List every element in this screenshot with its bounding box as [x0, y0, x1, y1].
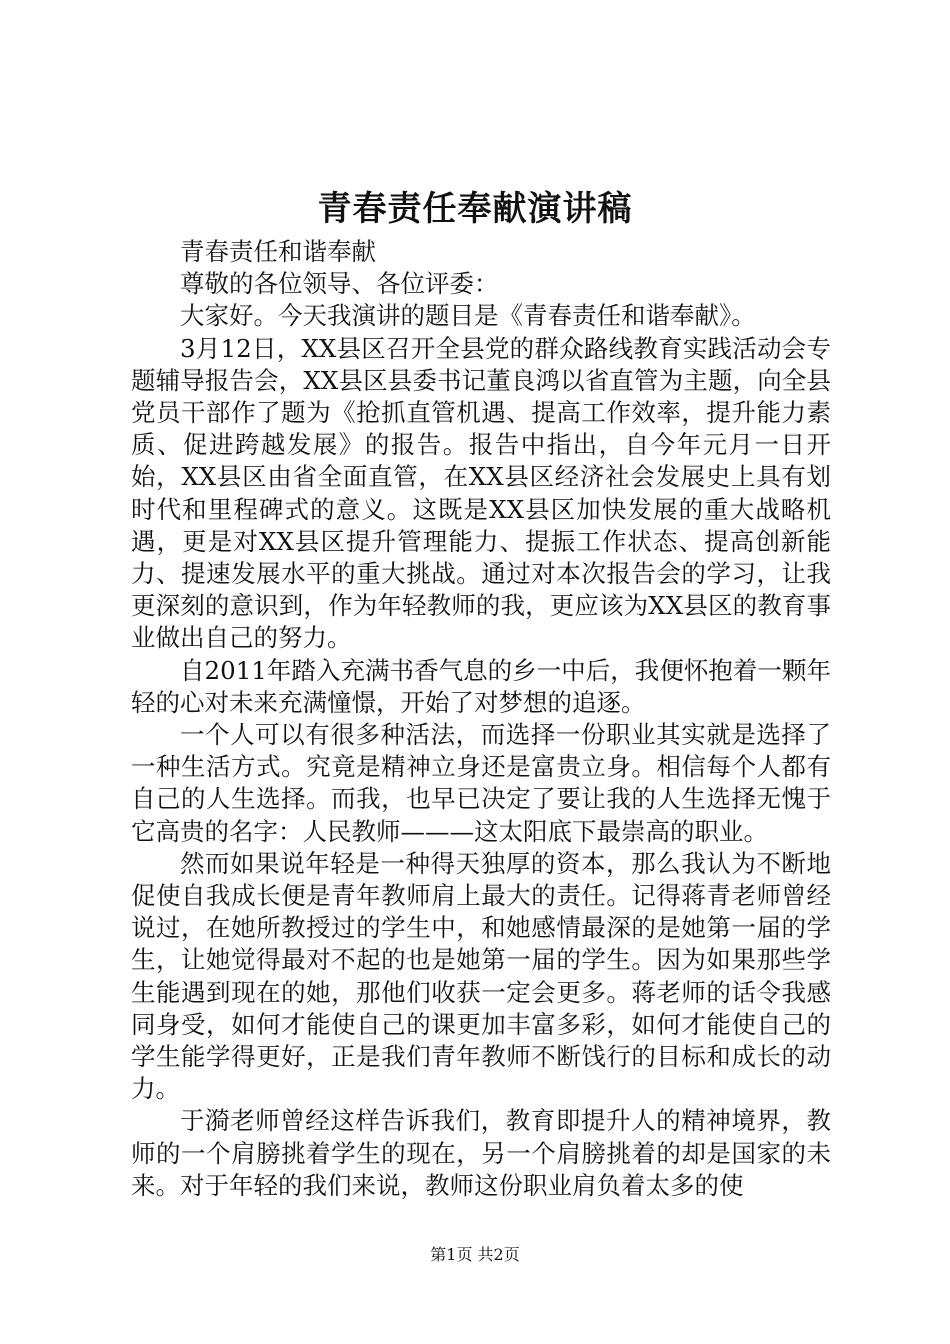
- page-footer: 第1页 共2页: [430, 1245, 520, 1264]
- paragraph-subtitle: 青春责任和谐奉献: [180, 237, 376, 266]
- paragraph-yu-yi: 于漪老师曾经这样告诉我们，教育即提升人的精神境界，教师的一个肩膀挑着学生的现在，另一个肩膀挑着的却是国家的未来。对于年轻的我们来说，教师这份职业肩负着太多的使: [131, 1106, 831, 1200]
- paragraph-growth: 然而如果说年轻是一种得天独厚的资本，那么我认为不断地促使自我成长便是青年教师肩上最大的责任。记得蒋青老师曾经说过，在她所教授过的学生中，和她感情最深的是她第一届的学生，让她觉得最对不起的也是她第一届的学生。因为如果那些学生能遇到现在的她，那他们收获一定会更多。蒋老师的话令我感同身受，如何才能使自己的课更加丰富多彩，如何才能使自己的学生能学得更好，正是我们青年教师不断饯行的目标和成长的动力。: [131, 848, 831, 1104]
- document-title: 青春责任奉献演讲稿: [317, 189, 633, 229]
- paragraph-report: 3月12日，XX县区召开全县党的群众路线教育实践活动会专题辅导报告会，XX县区县委书记董良鸿以省直管为主题，向全县党员干部作了题为《抢抓直管机遇、提高工作效率，提升能力素质、促进跨越发展》的报告。报告中指出，自今年元月一日开始，XX县区由省全面直管，在XX县区经济社会发展史上具有划时代和里程碑式的意义。这既是XX县区加快发展的重大战略机遇，更是对XX县区提升管理能力、提振工作状态、提高创新能力、提速发展水平的重大挑战。通过对本次报告会的学习，让我更深刻的意识到，作为年轻教师的我，更应该为XX县区的教育事业做出自己的努力。: [131, 333, 831, 653]
- document-body: [131, 236, 831, 1202]
- paragraph-2011: 自2011年踏入充满书香气息的乡一中后，我便怀抱着一颗年轻的心对未来充满憧憬，开始了对梦想的追逐。: [131, 655, 831, 717]
- paragraph-career-choice: 一个人可以有很多种活法，而选择一份职业其实就是选择了一种生活方式。究竟是精神立身还是富贵立身。相信每个人都有自己的人生选择。而我，也早已决定了要让我的人生选择无愧于它高贵的名字：人民教师———这太阳底下最崇高的职业。: [131, 720, 831, 846]
- paragraph-salutation: 尊敬的各位领导、各位评委：: [180, 269, 499, 299]
- paragraph-greeting: 大家好。今天我演讲的题目是《青春责任和谐奉献》。: [180, 301, 756, 331]
